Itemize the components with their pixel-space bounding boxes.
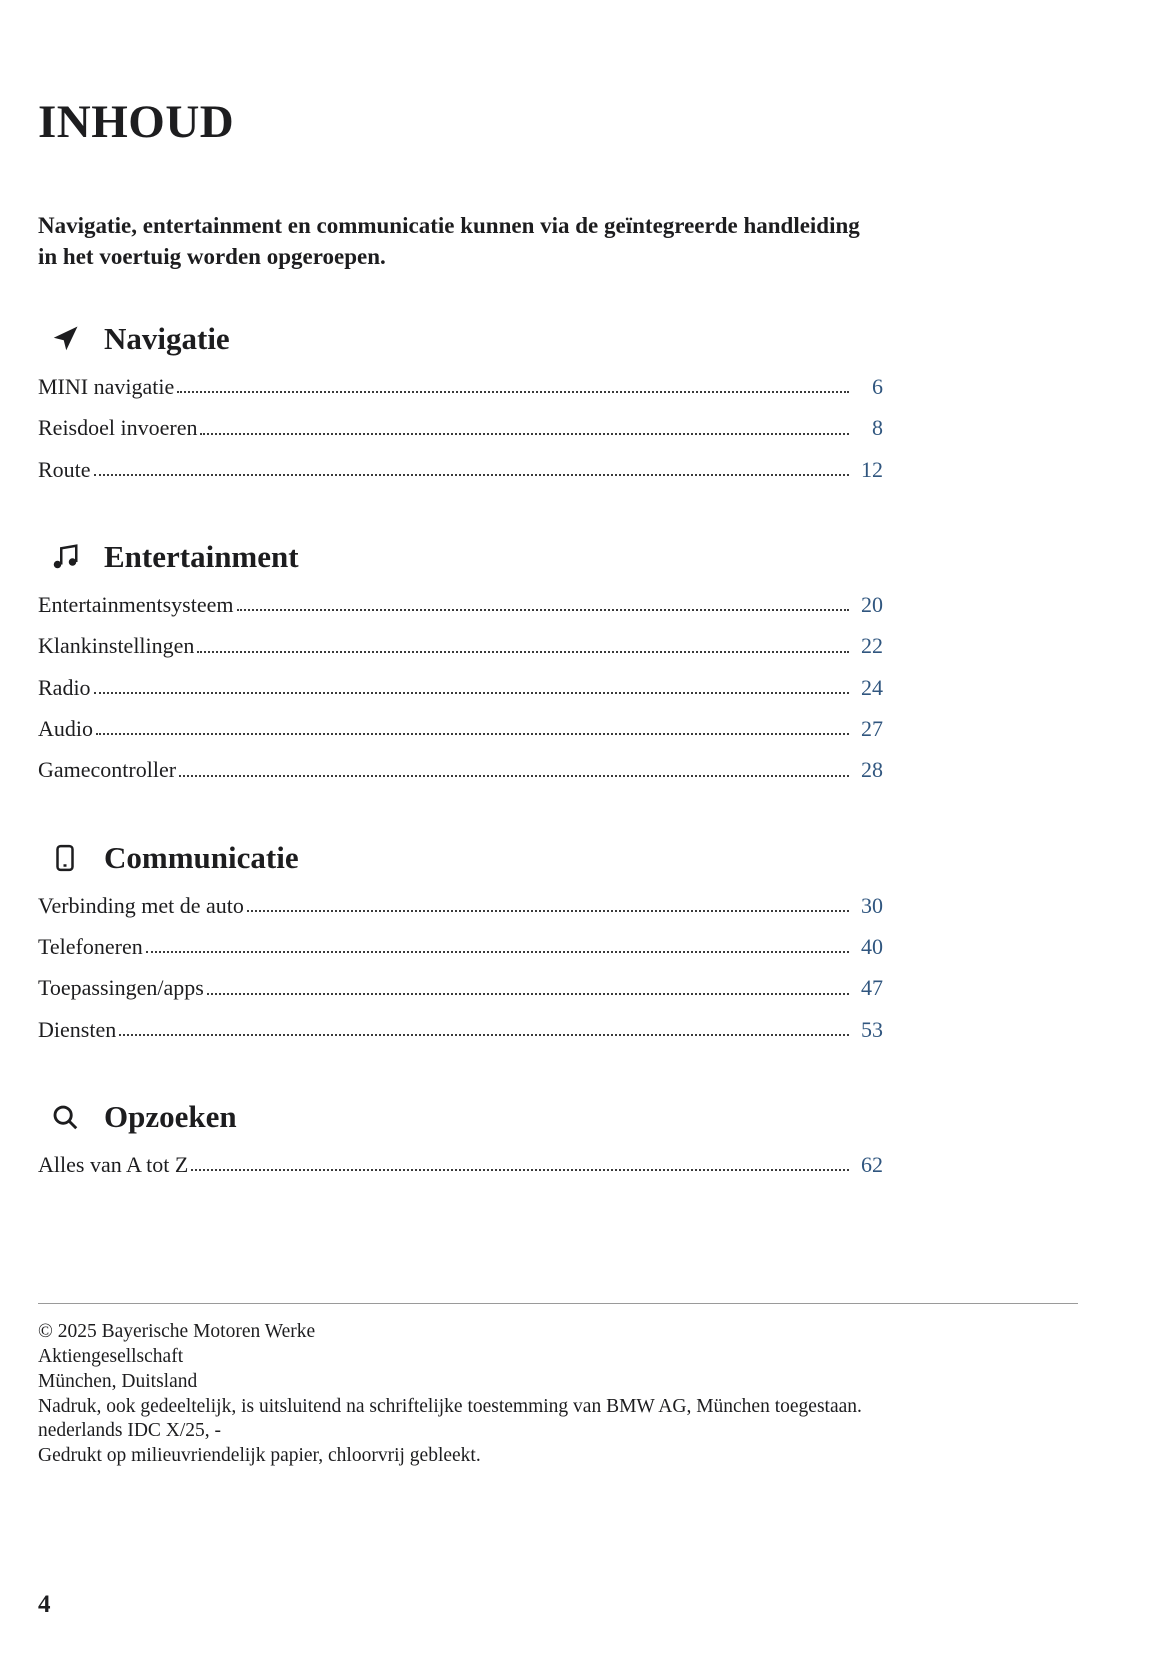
toc-entry[interactable]: [38, 1144, 883, 1185]
footer-line: Nadruk, ook gedeeltelijk, is uitsluitend na schriftelijke toestemming van BMW AG, München toegestaan.: [38, 1395, 862, 1417]
toc-section-entertainment: [38, 540, 883, 791]
toc-section-communicatie: [38, 841, 883, 1050]
toc-entry-page-number: 24: [861, 674, 883, 700]
toc-entry-label: Reisdoel invoeren: [38, 415, 198, 441]
section-heading-entertainment: [38, 540, 883, 574]
toc-entry[interactable]: [38, 1009, 883, 1050]
toc-entry-page-number: 8: [872, 415, 883, 441]
toc-sections: [38, 272, 883, 1185]
toc-leader-dots: [207, 993, 849, 995]
footer-imprint: [38, 1320, 1078, 1469]
toc-entry[interactable]: [38, 584, 883, 625]
toc-section-opzoeken: [38, 1100, 883, 1185]
toc-entry[interactable]: [38, 407, 883, 448]
toc-entry[interactable]: [38, 708, 883, 749]
section-heading-communicatie: [38, 841, 883, 875]
toc-entry-page-number: 28: [861, 757, 883, 783]
toc-entry-page-number: 27: [861, 716, 883, 742]
toc-entry-label: Toepassingen/apps: [38, 975, 204, 1001]
search-icon: [50, 1102, 80, 1132]
footer-line: Gedrukt op milieuvriendelijk papier, chloorvrij gebleekt.: [38, 1445, 481, 1467]
music-note-icon: [50, 542, 80, 572]
footer-line: © 2025 Bayerische Motoren Werke: [38, 1321, 316, 1343]
footer-divider: [38, 1303, 1078, 1304]
toc-entry-label: Route: [38, 456, 91, 482]
footer-line: München, Duitsland: [38, 1370, 198, 1392]
toc-entry-page-number: 62: [861, 1152, 883, 1177]
toc-leader-dots: [177, 391, 849, 393]
toc-entry-page-number: 40: [861, 934, 883, 960]
toc-entry-label: Gamecontroller: [38, 757, 177, 783]
toc-entry-label: Diensten: [38, 1016, 117, 1042]
navigation-arrow-icon: [50, 324, 80, 354]
toc-leader-dots: [191, 1169, 849, 1171]
toc-entry-label: MINI navigatie: [38, 374, 175, 400]
toc-entry-page-number: 12: [861, 456, 883, 482]
toc-leader-dots: [197, 651, 849, 653]
toc-leader-dots: [146, 951, 849, 953]
toc-entry[interactable]: [38, 667, 883, 708]
toc-entry[interactable]: [38, 749, 883, 790]
footer-line: nederlands IDC X/25, -: [38, 1420, 222, 1442]
toc-entry[interactable]: [38, 885, 883, 926]
section-title: Entertainment: [104, 539, 299, 575]
toc-entry-page-number: 53: [861, 1016, 883, 1042]
toc-entry[interactable]: [38, 967, 883, 1008]
toc-entry-label: Entertainmentsysteem: [38, 592, 234, 618]
toc-leader-dots: [237, 609, 850, 611]
toc-entry[interactable]: [38, 449, 883, 490]
toc-entry-page-number: 47: [861, 975, 883, 1001]
toc-leader-dots: [247, 910, 849, 912]
toc-entry-page-number: 20: [861, 592, 883, 618]
section-title: Navigatie: [104, 321, 230, 357]
toc-leader-dots: [94, 692, 849, 694]
toc-leader-dots: [179, 775, 849, 777]
intro-text: Navigatie, entertainment en communicatie kunnen via de geïntegreerde handleiding in het voertuig worden opgeroepen.: [38, 213, 860, 269]
toc-section-navigatie: [38, 322, 883, 490]
toc-leader-dots: [96, 733, 849, 735]
section-heading-opzoeken: [38, 1100, 883, 1134]
page-number: 4: [38, 1591, 51, 1618]
toc-entry[interactable]: [38, 926, 883, 967]
toc-entry[interactable]: [38, 625, 883, 666]
toc-entry-label: Verbinding met de auto: [38, 892, 244, 918]
section-title: Communicatie: [104, 839, 299, 875]
toc-entry-page-number: 6: [872, 374, 883, 400]
smartphone-icon: [50, 843, 80, 873]
footer-line: Aktiengesellschaft: [38, 1346, 184, 1368]
toc-entry-label: Klankinstellingen: [38, 633, 195, 659]
toc-leader-dots: [200, 433, 849, 435]
section-heading-navigatie: [38, 322, 883, 356]
toc-entry-label: Radio: [38, 674, 91, 700]
toc-entry-page-number: 22: [861, 633, 883, 659]
toc-leader-dots: [94, 474, 849, 476]
page-title: INHOUD: [38, 96, 235, 148]
section-title: Opzoeken: [104, 1098, 237, 1134]
toc-entry-label: Alles van A tot Z: [38, 1152, 189, 1177]
toc-entry-page-number: 30: [861, 892, 883, 918]
toc-entry[interactable]: [38, 366, 883, 407]
toc-entry-label: Audio: [38, 716, 93, 742]
toc-entry-label: Telefoneren: [38, 934, 143, 960]
toc-leader-dots: [119, 1034, 849, 1036]
